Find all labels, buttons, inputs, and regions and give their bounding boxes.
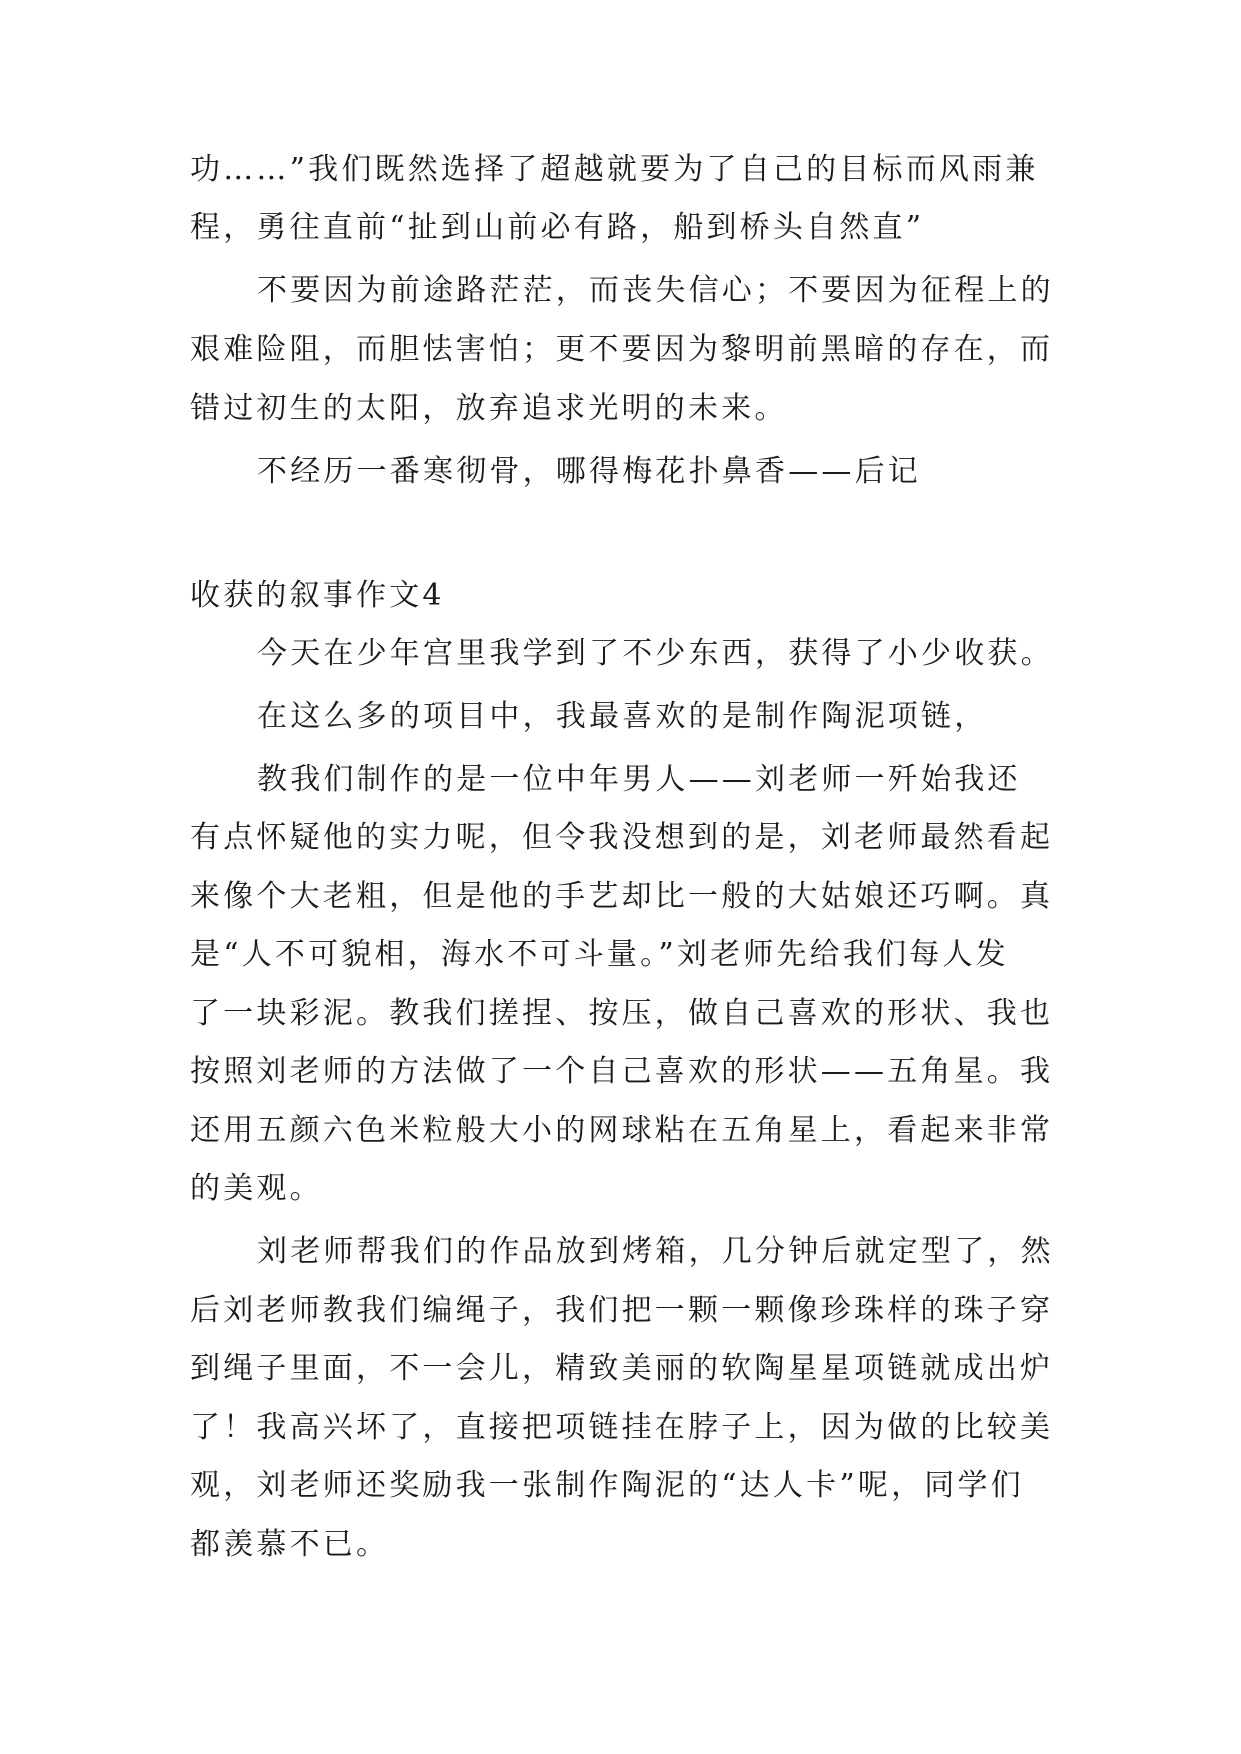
text-line: 按照刘老师的方法做了一个自己喜欢的形状——五角星。我 <box>190 1054 1054 1089</box>
paragraph-line: 教我们制作的是一位中年男人——刘老师一歼始我还 <box>257 762 1021 797</box>
text-line: 错过初生的太阳，放弃追求光明的未来。 <box>190 391 788 426</box>
text-line: 有点怀疑他的实力呢，但令我没想到的是，刘老师最然看起 <box>190 820 1054 855</box>
text-line: 后刘老师教我们编绳子，我们把一颗一颗像珍珠样的珠子穿 <box>190 1293 1054 1328</box>
text-line: 来像个大老粗，但是他的手艺却比一般的大姑娘还巧啊。真 <box>190 879 1054 914</box>
text-line: 还用五颜六色米粒般大小的网球粘在五角星上，看起来非常 <box>190 1113 1054 1148</box>
section-heading: 收获的叙事作文4 <box>190 578 445 613</box>
text-line: 到绳子里面，不一会儿，精致美丽的软陶星星项链就成出炉 <box>190 1351 1054 1386</box>
paragraph-line: 在这么多的项目中，我最喜欢的是制作陶泥项链， <box>257 699 988 734</box>
paragraph-line: 今天在少年宫里我学到了不少东西，获得了小少收获。 <box>257 636 1054 671</box>
text-line: 观，刘老师还奖励我一张制作陶泥的“达人卡”呢，同学们 <box>190 1468 1024 1503</box>
paragraph-line: 刘老师帮我们的作品放到烤箱，几分钟后就定型了，然 <box>257 1234 1054 1269</box>
text-line: 程，勇往直前“扯到山前必有路，船到桥头自然直” <box>190 210 925 245</box>
text-line: 都羡慕不已。 <box>190 1527 390 1562</box>
paragraph-line: 不要因为前途路茫茫，而丧失信心；不要因为征程上的 <box>257 273 1054 308</box>
text-line: 了！我高兴坏了，直接把项链挂在脖子上，因为做的比较美 <box>190 1410 1054 1445</box>
text-line: 的美观。 <box>190 1171 323 1206</box>
text-line: 艰难险阻，而胆怯害怕；更不要因为黎明前黑暗的存在，而 <box>190 332 1054 367</box>
paragraph-line: 不经历一番寒彻骨，哪得梅花扑鼻香——后记 <box>257 454 921 489</box>
text-line: 是“人不可貌相，海水不可斗量。”刘老师先给我们每人发 <box>190 937 1009 972</box>
text-line: 了一块彩泥。教我们搓捏、按压，做自己喜欢的形状、我也 <box>190 996 1054 1031</box>
text-line: 功……”我们既然选择了超越就要为了自己的目标而风雨兼 <box>190 152 1039 187</box>
